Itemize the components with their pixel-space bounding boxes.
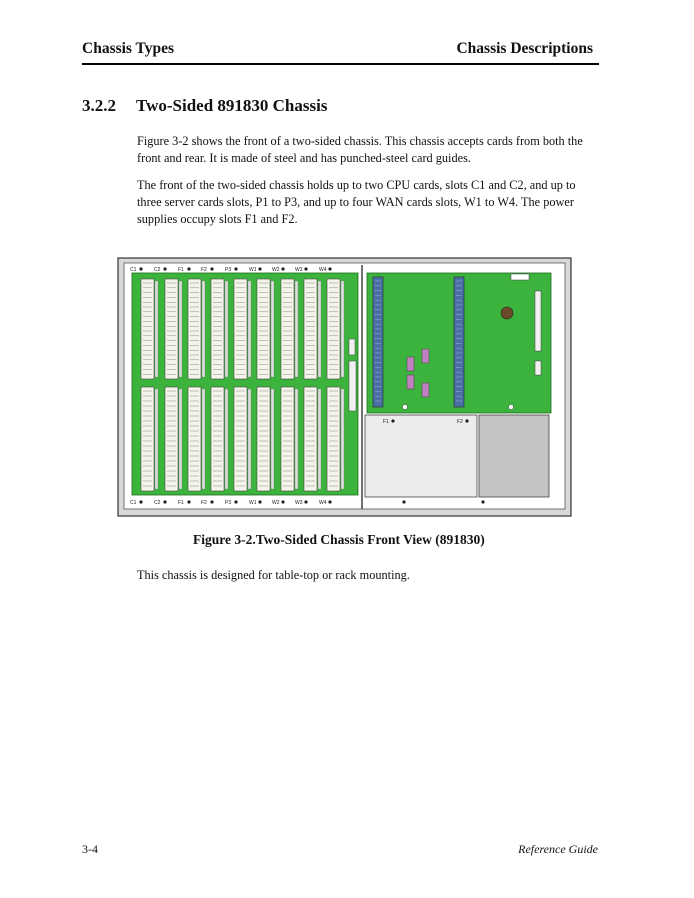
header-rule bbox=[82, 63, 599, 65]
slot-connector-top bbox=[304, 279, 317, 379]
section-title: Two-Sided 891830 Chassis bbox=[136, 96, 328, 115]
slot-label-bottom: W3 bbox=[295, 500, 303, 506]
power-screw bbox=[465, 419, 468, 422]
card-guide bbox=[341, 281, 344, 377]
slot-label-top: W3 bbox=[295, 267, 303, 273]
board-component bbox=[422, 383, 429, 397]
slot-label-top: P3 bbox=[225, 267, 232, 273]
slot-label-bottom: P3 bbox=[225, 500, 232, 506]
footer-document-title: Reference Guide bbox=[518, 842, 598, 856]
slot-label-top: C1 bbox=[130, 267, 137, 273]
slot-connector-bottom bbox=[234, 387, 247, 491]
slot-connector-top bbox=[234, 279, 247, 379]
card-guide bbox=[271, 389, 274, 489]
power-screw bbox=[391, 419, 394, 422]
slot-connector-top bbox=[281, 279, 294, 379]
board-component bbox=[407, 375, 414, 389]
slot-screw bbox=[258, 500, 261, 503]
cpu-connector-2 bbox=[454, 277, 464, 407]
slot-label-bottom: F2 bbox=[201, 500, 207, 506]
slot-screw bbox=[304, 267, 307, 270]
card-guide bbox=[271, 281, 274, 377]
slot-screw bbox=[234, 267, 237, 270]
slot-screw bbox=[304, 500, 307, 503]
edge-connector bbox=[535, 361, 541, 375]
card-guide bbox=[202, 389, 205, 489]
card-guide bbox=[295, 281, 298, 377]
slot-screw bbox=[258, 267, 261, 270]
slot-connector-top bbox=[141, 279, 154, 379]
cpu-connector-1 bbox=[373, 277, 383, 407]
slot-screw bbox=[163, 267, 166, 270]
slot-label-top: F2 bbox=[201, 267, 207, 273]
side-connector bbox=[349, 361, 356, 411]
card-guide bbox=[318, 281, 321, 377]
slot-label-top: W1 bbox=[249, 267, 257, 273]
slot-label-top: W4 bbox=[319, 267, 327, 273]
slot-connector-top bbox=[165, 279, 178, 379]
edge-connector bbox=[535, 291, 541, 351]
slot-screw bbox=[328, 267, 331, 270]
card-guide bbox=[179, 389, 182, 489]
header-chapter-title: Chassis Types bbox=[82, 40, 175, 57]
slot-label-bottom: C1 bbox=[130, 500, 137, 506]
card-guide bbox=[295, 389, 298, 489]
slot-connector-top bbox=[188, 279, 201, 379]
slot-screw bbox=[210, 267, 213, 270]
intro-paragraph: Figure 3-2 shows the front of a two-sided chassis. This chassis accepts cards from both the front and rear. It is made of steel and has punched-steel card guides. bbox=[137, 134, 583, 165]
slot-screw bbox=[281, 267, 284, 270]
section-number: 3.2.2 bbox=[82, 96, 116, 115]
chassis-diagram bbox=[117, 257, 572, 519]
side-connector bbox=[349, 339, 355, 355]
header-connector bbox=[511, 274, 529, 280]
slot-connector-bottom bbox=[327, 387, 340, 491]
board-component bbox=[422, 349, 429, 363]
slot-connector-bottom bbox=[141, 387, 154, 491]
slot-label-bottom: W2 bbox=[272, 500, 280, 506]
slot-screw bbox=[281, 500, 284, 503]
slot-label-bottom: C2 bbox=[154, 500, 161, 506]
card-guide bbox=[225, 281, 228, 377]
slot-connector-top bbox=[327, 279, 340, 379]
bay-screw bbox=[481, 500, 484, 503]
page-number: 3-4 bbox=[82, 842, 98, 856]
standoff bbox=[403, 405, 408, 410]
mounting-paragraph: This chassis is designed for table-top or rack mounting. bbox=[137, 568, 410, 582]
slot-label-bottom: W4 bbox=[319, 500, 327, 506]
slot-screw bbox=[187, 267, 190, 270]
slot-screw bbox=[210, 500, 213, 503]
card-guide bbox=[341, 389, 344, 489]
board-component bbox=[407, 357, 414, 371]
slot-connector-bottom bbox=[304, 387, 317, 491]
battery bbox=[501, 307, 513, 319]
card-guide bbox=[318, 389, 321, 489]
header-section-title: Chassis Descriptions bbox=[456, 40, 593, 57]
power-bay-f2 bbox=[479, 415, 549, 497]
slot-screw bbox=[139, 500, 142, 503]
slots-paragraph: The front of the two-sided chassis holds up to two CPU cards, slots C1 and C2, and up to three server cards slots, P1 to P3, and up to four WAN cards slots, W1 to W4. The power supplies occupy slots F1 and F2. bbox=[137, 178, 576, 226]
slot-connector-top bbox=[211, 279, 224, 379]
card-guide bbox=[179, 281, 182, 377]
slot-screw bbox=[139, 267, 142, 270]
power-bay-f1 bbox=[365, 415, 477, 497]
slot-label-top: W2 bbox=[272, 267, 280, 273]
slot-connector-bottom bbox=[281, 387, 294, 491]
card-guide bbox=[155, 389, 158, 489]
standoff bbox=[509, 405, 514, 410]
card-guide bbox=[225, 389, 228, 489]
slot-connector-bottom bbox=[188, 387, 201, 491]
card-guide bbox=[248, 389, 251, 489]
slot-connector-top bbox=[257, 279, 270, 379]
slot-label-bottom: W1 bbox=[249, 500, 257, 506]
figure-caption: Figure 3-2.Two-Sided Chassis Front View (891830) bbox=[193, 532, 485, 547]
section-heading bbox=[82, 96, 327, 116]
slot-connector-bottom bbox=[211, 387, 224, 491]
card-guide bbox=[155, 281, 158, 377]
slot-screw bbox=[163, 500, 166, 503]
slot-label-bottom: F1 bbox=[178, 500, 184, 506]
slot-label-top: C2 bbox=[154, 267, 161, 273]
card-guide bbox=[202, 281, 205, 377]
slot-screw bbox=[328, 500, 331, 503]
slot-label-top: F1 bbox=[178, 267, 184, 273]
slot-connector-bottom bbox=[165, 387, 178, 491]
bay-screw bbox=[402, 500, 405, 503]
card-guide bbox=[248, 281, 251, 377]
slot-connector-bottom bbox=[257, 387, 270, 491]
slot-screw bbox=[234, 500, 237, 503]
slot-screw bbox=[187, 500, 190, 503]
power-label-f1: F1 bbox=[383, 419, 389, 425]
chassis-figure bbox=[117, 257, 572, 524]
power-label-f2: F2 bbox=[457, 419, 463, 425]
